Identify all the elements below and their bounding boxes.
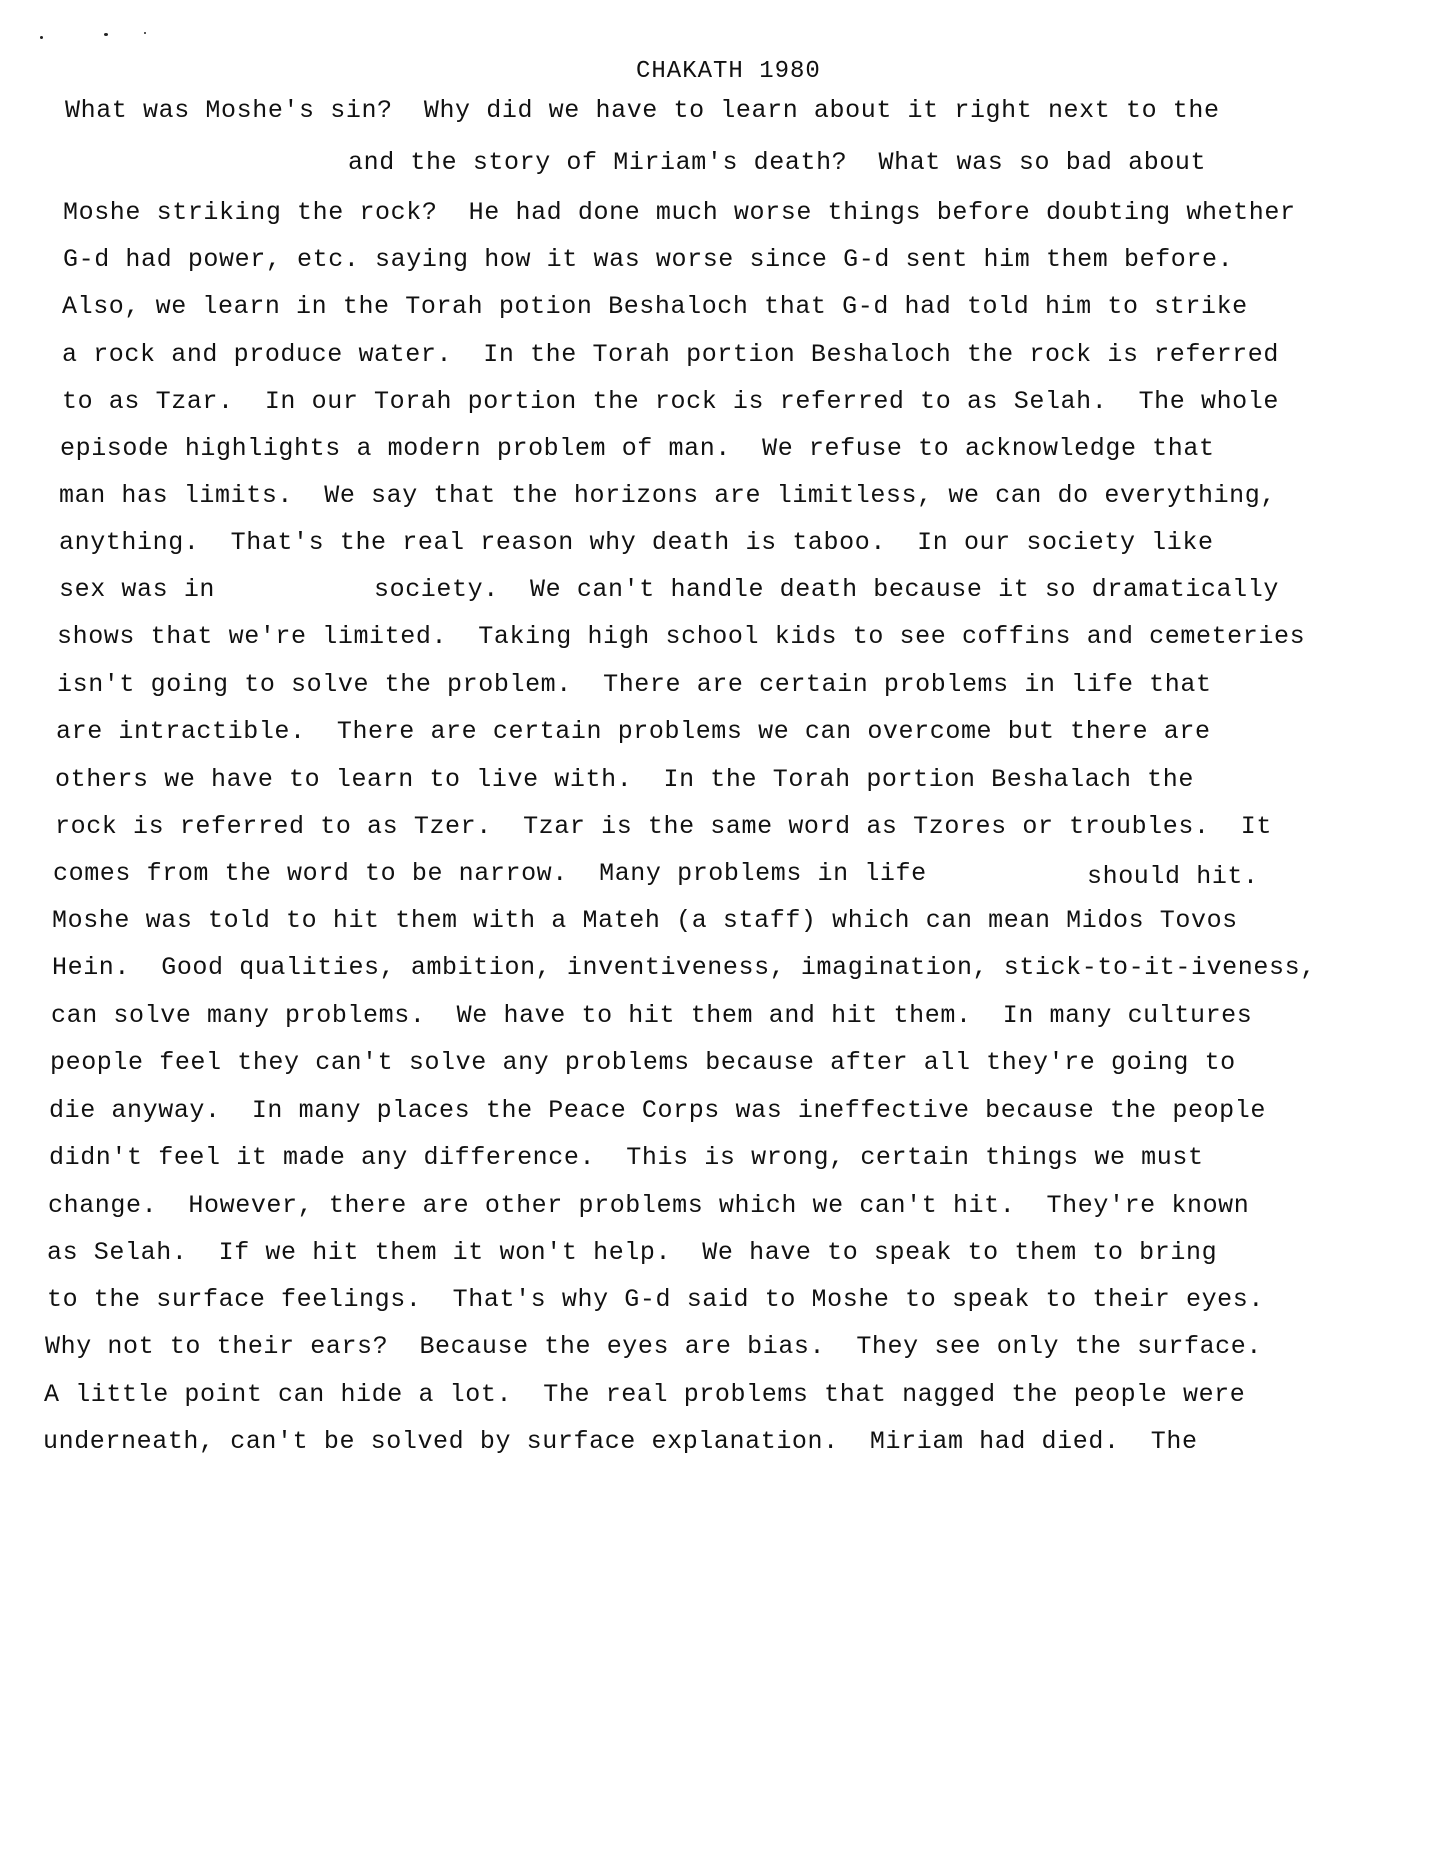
text-line: sex was in <box>59 575 216 604</box>
text-line: episode highlights a modern problem of man. We refuse to acknowledge that <box>60 434 1215 463</box>
text-line: society. We can't handle death because it so dramatically <box>374 575 1279 604</box>
text-line: Also, we learn in the Torah potion Beshaloch that G-d had told him to strike <box>62 292 1248 321</box>
text-line: as Selah. If we hit them it won't help. We have to speak to them to bring <box>47 1238 1218 1267</box>
text-line: anything. That's the real reason why death is taboo. In our society like <box>59 528 1214 557</box>
text-line: isn't going to solve the problem. There are certain problems in life that <box>57 670 1212 699</box>
text-line: rock is referred to as Tzer. Tzar is the same word as Tzores or troubles. It <box>55 812 1272 841</box>
text-line: Hein. Good qualities, ambition, inventiveness, imagination, stick-to-it-iveness, <box>52 953 1316 982</box>
text-line: comes from the word to be narrow. Many problems in life <box>53 859 927 888</box>
text-line: What was Moshe's sin? Why did we have to learn about it right next to the <box>65 96 1220 125</box>
text-line: underneath, can't be solved by surface explanation. Miriam had died. The <box>43 1427 1198 1456</box>
text-line: to the surface feelings. That's why G-d said to Moshe to speak to their eyes. <box>47 1285 1264 1314</box>
scan-specks <box>40 30 200 50</box>
text-line: Moshe was told to hit them with a Mateh (a staff) which can mean Midos Tovos <box>52 906 1238 935</box>
text-line: and the story of Miriam's death? What was so bad about <box>348 148 1207 177</box>
text-line: die anyway. In many places the Peace Corps was ineffective because the people <box>49 1096 1266 1125</box>
text-line: to as Tzar. In our Torah portion the rock is referred to as Selah. The whole <box>62 387 1279 416</box>
text-line: Moshe striking the rock? He had done much worse things before doubting whether <box>63 198 1296 227</box>
scan-speck <box>40 36 43 39</box>
page-title: CHAKATH 1980 <box>636 58 821 85</box>
text-line: A little point can hide a lot. The real problems that nagged the people were <box>44 1380 1246 1409</box>
text-line: didn't feel it made any difference. This is wrong, certain things we must <box>49 1143 1204 1172</box>
scan-speck <box>104 33 108 36</box>
text-line: man has limits. We say that the horizons are limitless, we can do everything, <box>59 481 1276 510</box>
text-line: should hit. <box>1087 862 1259 891</box>
text-line: others we have to learn to live with. In the Torah portion Beshalach the <box>55 765 1194 794</box>
text-line: G-d had power, etc. saying how it was worse since G-d sent him them before. <box>63 245 1234 274</box>
text-line: shows that we're limited. Taking high school kids to see coffins and cemeteries <box>57 622 1306 651</box>
text-line: people feel they can't solve any problems because after all they're going to <box>50 1048 1236 1077</box>
text-line: change. However, there are other problems which we can't hit. They're known <box>48 1191 1250 1220</box>
text-line: are intractible. There are certain problems we can overcome but there are <box>56 717 1211 746</box>
text-line: Why not to their ears? Because the eyes are bias. They see only the surface. <box>45 1332 1262 1361</box>
text-line: a rock and produce water. In the Torah portion Beshaloch the rock is referred <box>62 340 1279 369</box>
text-line: can solve many problems. We have to hit them and hit them. In many cultures <box>51 1001 1253 1030</box>
scan-speck <box>144 32 146 34</box>
